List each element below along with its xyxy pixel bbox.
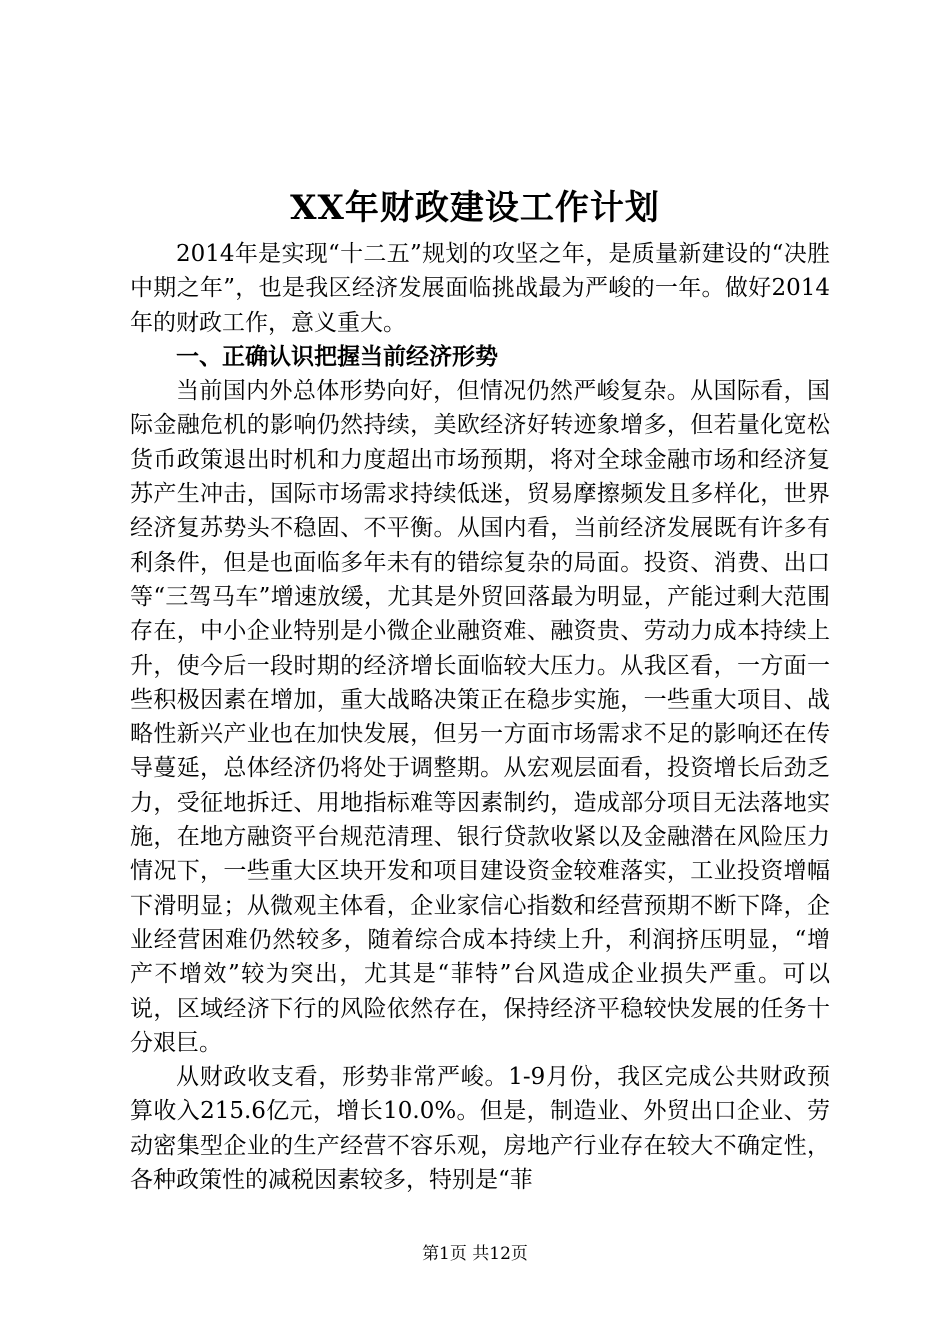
section-heading: 一、正确认识把握当前经济形势 (176, 342, 498, 370)
document-title: XX年财政建设工作计划 (290, 188, 660, 228)
body-paragraph: 当前国内外总体形势向好，但情况仍然严峻复杂。从国际看，国际金融危机的影响仍然持续，美欧经济好转迹象增多，但若量化宽松货币政策退出时机和力度超出市场预期，将对全球金融市场和经济复苏产生冲击，国际市场需求持续低迷，贸易摩擦频发且多样化，世界经济复苏势头不稳固、不平衡。从国内看，当前经济发展既有许多有利条件，但是也面临多年未有的错综复杂的局面。投资、消费、出口等“三驾马车”增速放缓，尤其是外贸回落最为明显，产能过剩大范围存在，中小企业特别是小微企业融资难、融资贵、劳动力成本持续上升，使今后一段时期的经济增长面临较大压力。从我区看，一方面一些积极因素在增加，重大战略决策正在稳步实施，一些重大项目、战略性新兴产业也在加快发展，但另一方面市场需求不足的影响还在传导蔓延，总体经济仍将处于调整期。从宏观层面看，投资增长后劲乏力，受征地拆迁、用地指标难等因素制约，造成部分项目无法落地实施，在地方融资平台规范清理、银行贷款收紧以及金融潜在风险压力情况下，一些重大区块开发和项目建设资金较难落实，工业投资增幅下滑明显；从微观主体看，企业家信心指数和经营预期不断下降，企业经营困难仍然较多，随着综合成本持续上升，利润挤压明显，“增产不增效”较为突出，尤其是“菲特”台风造成企业损失严重。可以说，区域经济下行的风险依然存在，保持经济平稳较快发展的任务十分艰巨。 (130, 378, 830, 1056)
page-footer: 第1页 共12页 (422, 1244, 528, 1264)
document-body (130, 237, 830, 1197)
intro-paragraph: 2014年是实现“十二五”规划的攻坚之年，是质量新建设的“决胜中期之年”，也是我区经济发展面临挑战最为严峻的一年。做好2014年的财政工作，意义重大。 (130, 241, 830, 336)
body-paragraph: 从财政收支看，形势非常严峻。1-9月份，我区完成公共财政预算收入215.6亿元，增长10.0%。但是，制造业、外贸出口企业、劳动密集型企业的生产经营不容乐观，房地产行业存在较大不确定性，各种政策性的减税因素较多，特别是“菲 (130, 1064, 830, 1194)
